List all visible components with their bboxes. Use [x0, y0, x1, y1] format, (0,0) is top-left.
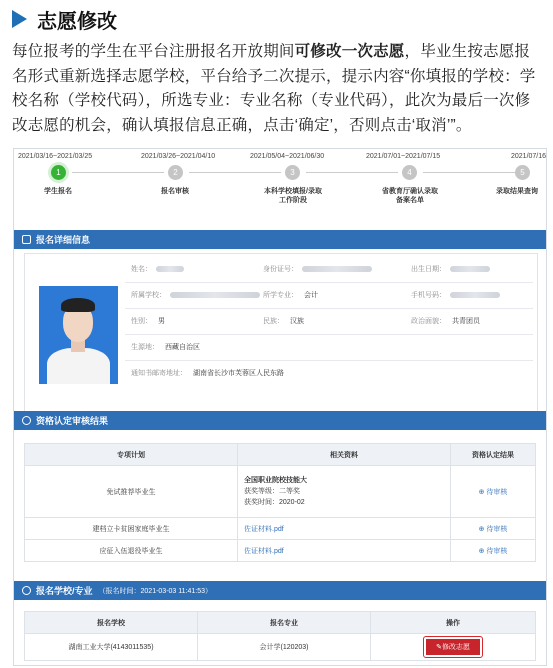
step-date: 2021/07/01~2021/07/15 — [366, 153, 441, 160]
blurred-value — [450, 292, 500, 298]
page-title: 志愿修改 — [37, 10, 117, 33]
table-row: 免试推荐毕业生 全国职业院校技能大 获奖等级：二等奖 获奖时间：2020-02 ⊕ 待审核 — [25, 466, 536, 518]
step-date: 2021/03/16~2021/03/25 — [18, 153, 93, 160]
info-row: 通知书邮寄地址： 湖南省长沙市芙蓉区人民东路 — [131, 370, 284, 377]
step-label: 省教育厅确认录取备案名单 — [382, 188, 438, 204]
settings-icon — [22, 416, 31, 425]
step-label: 报名审核 — [161, 188, 189, 195]
pending-icon: ⊕ — [478, 547, 487, 555]
table-row: 应征入伍退役毕业生 佐证材料.pdf ⊕ 待审核 — [25, 540, 536, 562]
info-row: 生源地： 西藏自治区 — [125, 336, 533, 361]
blurred-value — [450, 266, 490, 272]
screenshot-panel — [13, 148, 547, 666]
evidence-link[interactable]: 佐证材料.pdf — [244, 547, 284, 555]
blurred-value — [302, 266, 372, 272]
edit-application-button[interactable]: ✎修改志愿 — [424, 637, 482, 657]
step-date: 2021/07/16 — [511, 153, 547, 160]
progress-timeline — [14, 149, 546, 211]
list-icon — [22, 235, 31, 244]
step-node: 3 — [285, 165, 300, 180]
timeline-connector — [72, 172, 164, 173]
timeline-connector — [189, 172, 281, 173]
settings-icon — [22, 586, 31, 595]
step-node: 2 — [168, 165, 183, 180]
triangle-icon — [12, 10, 27, 28]
step-node-active: 1 — [51, 165, 66, 180]
info-row: 性别： 男 民族： 汉族 政治面貌： 共青团员 — [125, 310, 533, 335]
step-date: 2021/05/04~2021/06/30 — [250, 153, 325, 160]
table-row: 湖南工业大学(4143011535) 会计学(120203) ✎修改志愿 — [25, 634, 536, 661]
application-table — [24, 611, 536, 661]
application-section-bar: 报名学校/专业 （报名时间：2021-03-03 11:41:53） — [14, 581, 546, 600]
intro-paragraph: 每位报考的学生在平台注册报名开放期间可修改一次志愿，毕业生按志愿报名形式重新选择志愿学校，平台给予二次提示，提示内容“你填报的学校：学校名称（学校代码），所选专业：专业名称（专业代码），此次为最后一次修改志愿的机会，确认填报信息正确，点击‘确定’，否则点击‘取消’”。 — [12, 43, 536, 134]
section-header — [12, 4, 117, 34]
timeline-connector — [423, 172, 515, 173]
applicant-photo — [39, 286, 118, 384]
blurred-value — [170, 292, 260, 298]
pending-icon: ⊕ — [478, 488, 487, 496]
info-row: 所属学校： 所学专业： 会计 手机号码： — [125, 284, 533, 309]
pending-icon: ⊕ — [478, 525, 487, 533]
step-date: 2021/03/26~2021/04/10 — [141, 153, 216, 160]
qualification-table — [24, 443, 536, 562]
blurred-value — [156, 266, 184, 272]
applicant-info-card — [24, 253, 538, 415]
pencil-icon: ✎ — [436, 644, 442, 651]
step-label: 学生报名 — [44, 188, 72, 195]
details-section-bar: 报名详细信息 — [14, 230, 546, 249]
table-row: 建档立卡贫困家庭毕业生 佐证材料.pdf ⊕ 待审核 — [25, 518, 536, 540]
table-header-row: 报名学校 报名专业 操作 — [25, 612, 536, 634]
step-label: 本科学校填报/录取工作阶段 — [264, 188, 322, 204]
step-node: 5 — [515, 165, 530, 180]
qualification-section-bar: 资格认定审核结果 — [14, 411, 546, 430]
timeline-connector — [306, 172, 398, 173]
table-header-row: 专项计划 相关资料 资格认定结果 — [25, 444, 536, 466]
step-label: 录取结果查询 — [496, 188, 538, 195]
info-row: 姓名： 身份证号： 出生日期： — [125, 258, 533, 283]
evidence-link[interactable]: 佐证材料.pdf — [244, 525, 284, 533]
step-node: 4 — [402, 165, 417, 180]
intro-emphasis: 可修改一次志愿 — [294, 43, 405, 60]
